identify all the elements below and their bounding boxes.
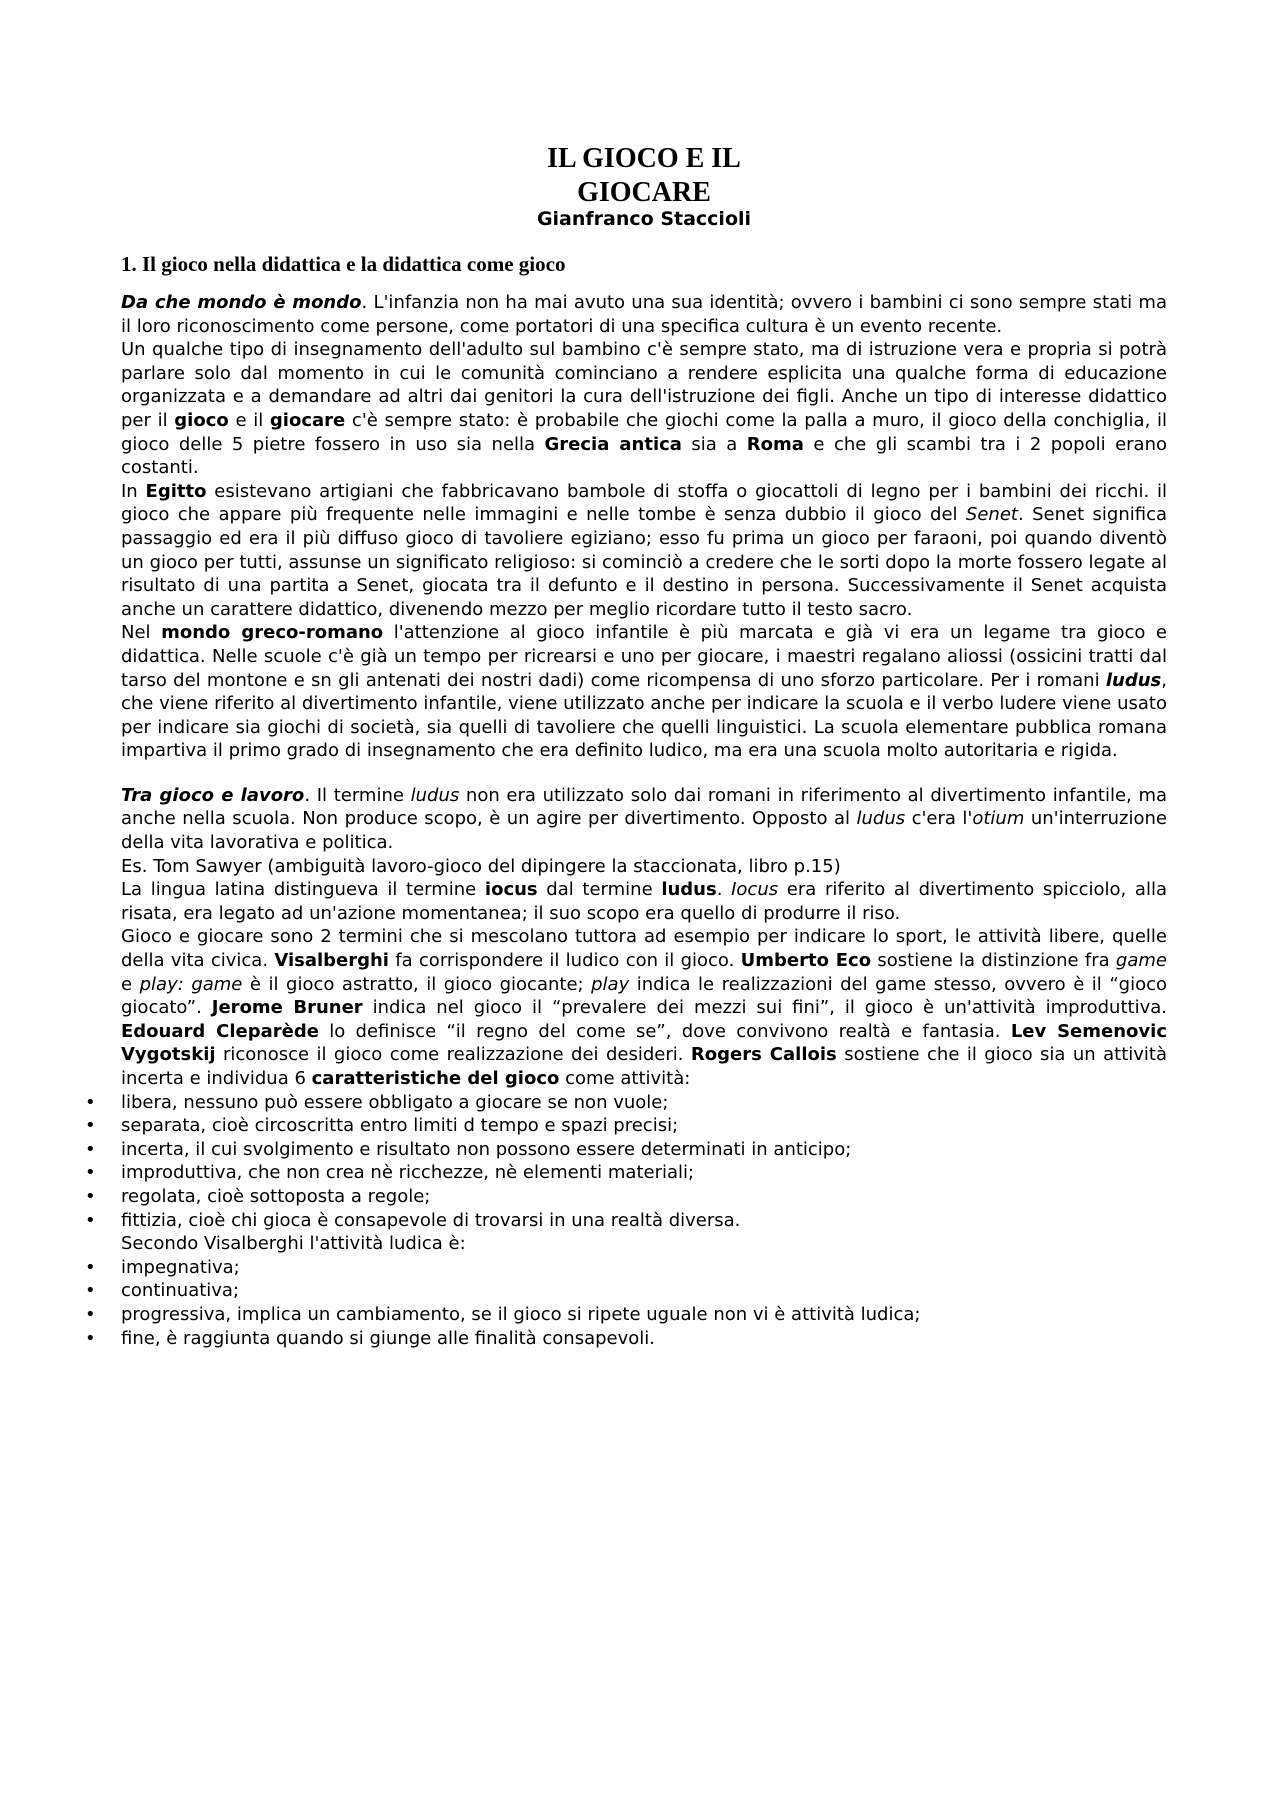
bold-term: iocus xyxy=(484,879,538,901)
text-run: . Il termine xyxy=(304,784,411,806)
italic-term: Senet xyxy=(965,504,1018,526)
document-title xyxy=(529,142,759,210)
bullet-icon: • xyxy=(85,1091,96,1113)
text-run: sostiene la distinzione fra xyxy=(871,950,1116,972)
list-item xyxy=(85,1138,1167,1162)
paragraph-theorists xyxy=(121,925,1167,1090)
italic-term: otium xyxy=(972,808,1025,830)
author-name: Gianfranco Staccioli xyxy=(536,208,752,230)
paragraph-play-work xyxy=(121,784,1167,855)
list-item xyxy=(85,1279,1167,1303)
list-item-text: fittizia, cioè chi gioca è consapevole di trovarsi in una realtà diversa. xyxy=(121,1209,741,1231)
text-run: Nel xyxy=(121,622,162,644)
bold-term: Umberto Eco xyxy=(740,950,872,972)
lead-phrase: Tra gioco e lavoro xyxy=(121,784,305,806)
title-line-2: GIOCARE xyxy=(577,177,711,208)
text-run: , che viene riferito al divertimento infantile, viene utilizzato anche per indicare la scuola e il verbo ludere viene usato per indicare sia giochi di società, sia quelli di tavoliere che quelli linguistici. La scuola elementare pubblica romana impartiva il primo grado di insegnamento che era definito ludico, ma era una scuola molto autoritaria e rigida. xyxy=(121,669,1167,762)
list-item-text: impegnativa; xyxy=(121,1256,240,1278)
text-run: come attività: xyxy=(559,1068,691,1089)
italic-term: play: game xyxy=(139,973,243,995)
bullet-icon: • xyxy=(85,1209,96,1231)
visalberghi-intro: Secondo Visalberghi l'attività ludica è: xyxy=(121,1233,466,1255)
text-run: La lingua latina distingueva il termine xyxy=(121,879,485,901)
italic-term: play xyxy=(591,973,630,995)
bullet-icon: • xyxy=(85,1256,96,1278)
bullet-icon: • xyxy=(85,1162,96,1184)
list-item-text: regolata, cioè sottoposta a regole; xyxy=(121,1185,431,1207)
list-item xyxy=(85,1114,1167,1138)
bold-term: Edouard Cleparède xyxy=(121,1020,319,1042)
text-run: . xyxy=(716,879,732,901)
list-item-text: progressiva, implica un cambiamento, se il gioco si ripete uguale non vi è attività ludica; xyxy=(121,1303,921,1325)
bullet-icon: • xyxy=(85,1280,96,1302)
list-item xyxy=(85,1209,1167,1233)
list-item xyxy=(85,1303,1167,1327)
list-item xyxy=(85,1256,1167,1280)
text-run: indica nel gioco il “prevalere dei mezzi sui fini”, il gioco è un'attività improduttiva. xyxy=(362,997,1167,1019)
list-item-text: improduttiva, che non crea nè ricchezze, nè elementi materiali; xyxy=(121,1162,695,1184)
bold-term: Lev Semenovic Vygotskij xyxy=(121,1020,1167,1066)
text-run: fa corrispondere il ludico con il gioco. xyxy=(388,950,741,972)
text-run: era riferito al divertimento spicciolo, alla risata, era legato ad un'azione momentanea; il suo scopo era quello di produrre il riso. xyxy=(121,879,1167,924)
text-run: indica le realizzazioni del game stesso, ovvero è il “gioco giocato”. xyxy=(121,973,1168,1019)
bold-term: mondo greco-romano xyxy=(161,622,384,644)
text-run: riconosce il gioco come realizzazione dei desideri. xyxy=(215,1044,691,1066)
text-run: esistevano artigiani che fabbricavano bambole di stoffa o giocattoli di legno per i bambini dei ricchi. il gioco che appare più frequente nelle immagini e nelle tombe è senza dubbio il gioco del xyxy=(121,480,1167,526)
bold-term: Grecia antica xyxy=(544,433,682,455)
italic-term: Iocus xyxy=(731,879,779,901)
paragraph-intro xyxy=(121,291,1167,338)
list-item-text: incerta, il cui svolgimento e risultato non possono essere determinati in anticipo; xyxy=(121,1138,852,1160)
bold-term: Visalberghi xyxy=(274,950,389,972)
text-run: un'interruzione della vita lavorativa e politica. xyxy=(121,808,1167,854)
text-run: c'era l' xyxy=(905,808,973,830)
list-item xyxy=(85,1161,1167,1185)
paragraph-egypt xyxy=(121,480,1167,622)
text-run: Un qualche tipo di insegnamento dell'adulto sul bambino c'è sempre stato, ma di istruzione vera e propria si potrà parlare solo dal momento in cui le comunità cominciano a rendere esplicita una qualche forma di educazione organizzata e a demandare ad altri dai genitori la cura dell'istruzione dei figli. Anche un tipo di interesse didattico per il xyxy=(121,339,1167,431)
bold-term: gioco xyxy=(174,409,229,431)
text-run: l'attenzione al gioco infantile è più marcata e già vi era un legame tra gioco e didattica. Nelle scuole c'è già un tempo per ricrearsi e uno per giocare, i maestri regalano aliossi (ossicini tratti dal tarso del montone e sn gli antenati dei nostri dadi) come ricompensa di uno sforzo particolare. Per i romani xyxy=(121,622,1167,691)
paragraph-example: Es. Tom Sawyer (ambiguità lavoro-gioco del dipingere la staccionata, libro p.15) xyxy=(121,855,841,877)
list-item-text: fine, è raggiunta quando si giunge alle finalità consapevoli. xyxy=(121,1327,655,1349)
italic-term: game xyxy=(1115,950,1167,972)
text-run: e il xyxy=(228,409,270,431)
bold-term: giocare xyxy=(269,409,346,431)
list-item xyxy=(85,1327,1167,1351)
bold-term: Rogers Callois xyxy=(690,1044,837,1066)
bold-term: Egitto xyxy=(145,480,207,502)
list-item-text: continuativa; xyxy=(121,1280,240,1302)
visalberghi-list xyxy=(85,1256,1167,1350)
text-run: sia a xyxy=(681,433,747,455)
text-run: . L'infanzia non ha mai avuto una sua identità; ovvero i bambini ci sono sempre stati ma il loro riconoscimento come persone, come portatori di una specifica cultura è un evento recente. xyxy=(121,292,1167,337)
callois-characteristics-list xyxy=(85,1091,1167,1233)
bullet-icon: • xyxy=(85,1185,96,1207)
document-body xyxy=(85,142,1168,1350)
bullet-icon: • xyxy=(85,1303,96,1325)
paragraph-gap xyxy=(121,763,1167,784)
bold-term: Roma xyxy=(746,433,804,455)
list-item xyxy=(85,1185,1167,1209)
section-heading: 1. Il gioco nella didattica e la didattica come gioco xyxy=(121,252,566,276)
text-run: dal termine xyxy=(537,879,662,901)
text-run: non era utilizzato solo dai romani in riferimento al divertimento infantile, ma anche nella scuola. Non produce scopo, è un agire per divertimento. Opposto al xyxy=(121,784,1168,830)
bold-term: Jerome Bruner xyxy=(211,997,363,1019)
list-item-text: separata, cioè circoscritta entro limiti d tempo e spazi precisi; xyxy=(121,1115,679,1137)
list-item xyxy=(85,1091,1167,1115)
italic-term: ludus xyxy=(856,808,906,830)
bold-italic-term: ludus xyxy=(1105,669,1162,691)
text-run: e che gli scambi tra i 2 popoli erano costanti. xyxy=(121,433,1168,479)
text-run: c'è sempre stato: è probabile che giochi come la palla a muro, il gioco della conchiglia, il gioco delle 5 pietre fossero in uso sia nella xyxy=(121,409,1167,455)
text-run: Gioco e giocare sono 2 termini che si mescolano tuttora ad esempio per indicare lo sport, le attività libere, quelle della vita civica. xyxy=(121,926,1167,972)
bold-term: ludus xyxy=(661,879,717,901)
text-run: . Senet significa passaggio ed era il più diffuso gioco di tavoliere egiziano; esso fu prima un gioco per faraoni, poi quando diventò un gioco per tutti, assunse un significato religioso: si cominciò a credere che le sorti dopo la morte fossero legate al risultato di una partita a Senet, giocata tra il defunto e il destino in persona. Successivamente il Senet acquista anche un carattere didattico, divenendo mezzo per meglio ricordare tutto il testo sacro. xyxy=(121,504,1167,620)
paragraph-greco-roman xyxy=(121,621,1167,763)
lead-phrase: Da che mondo è mondo xyxy=(121,292,362,313)
text-run: e xyxy=(121,973,140,995)
italic-term: ludus xyxy=(410,784,460,806)
text-run: lo definisce “il regno del come se”, dove convivono realtà e fantasia. xyxy=(318,1020,1011,1042)
title-line-1: IL GIOCO E IL xyxy=(547,143,741,174)
bullet-icon: • xyxy=(85,1138,96,1160)
bullet-icon: • xyxy=(85,1115,96,1137)
text-run: è il gioco astratto, il gioco giocante; xyxy=(242,973,592,995)
bold-term: caratteristiche del gioco xyxy=(311,1068,560,1089)
list-item-text: libera, nessuno può essere obbligato a giocare se non vuole; xyxy=(121,1091,669,1113)
bullet-icon: • xyxy=(85,1327,96,1349)
paragraph-iocus xyxy=(121,878,1167,925)
paragraph-history xyxy=(121,338,1167,480)
text-run: In xyxy=(121,480,146,502)
text-run: sostiene che il gioco sia un attività incerta e individua 6 xyxy=(121,1044,1167,1089)
